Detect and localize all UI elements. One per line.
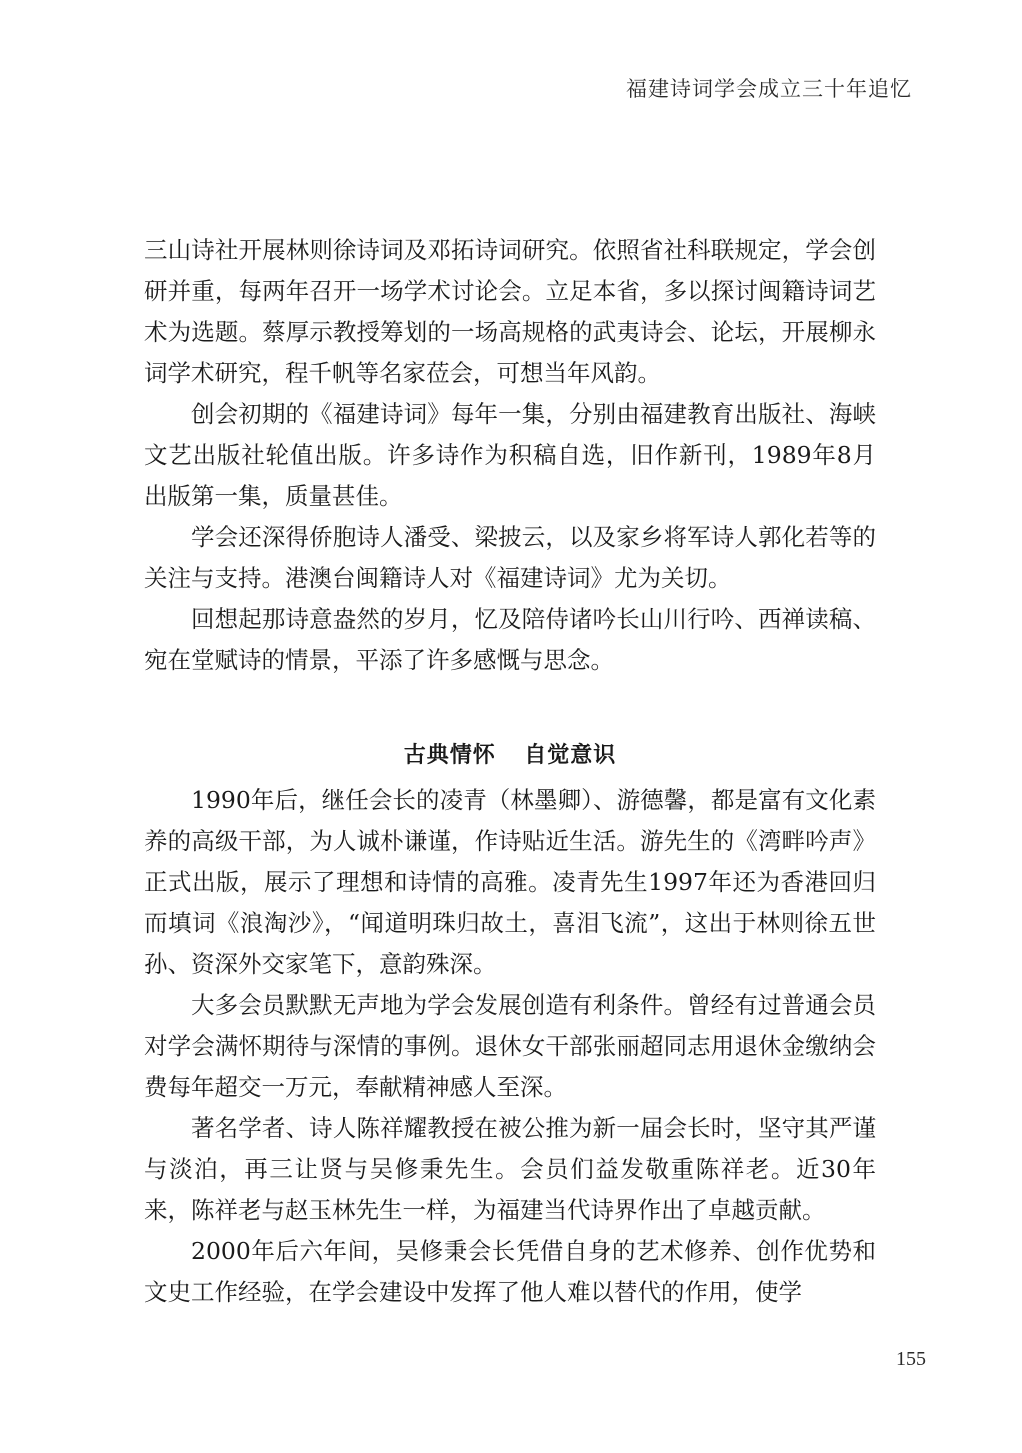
section-heading-part2: 自觉意识	[524, 743, 617, 768]
paragraph: 著名学者、诗人陈祥耀教授在被公推为新一届会长时，坚守其严谨与淡泊，再三让贤与吴修秉先生。会员们益发敬重陈祥老。近30年来，陈祥老与赵玉林先生一样，为福建当代诗界作出了卓越贡献。	[144, 1114, 876, 1224]
paragraph: 2000年后六年间，吴修秉会长凭借自身的艺术修养、创作优势和文史工作经验，在学会建设中发挥了他人难以替代的作用，使学	[144, 1237, 876, 1306]
section-spacer	[144, 681, 876, 712]
paragraph: 三山诗社开展林则徐诗词及邓拓诗词研究。依照省社科联规定，学会创研并重，每两年召开一场学术讨论会。立足本省，多以探讨闽籍诗词艺术为选题。蔡厚示教授筹划的一场高规格的武夷诗会、论坛，开展柳永词学术研究，程千帆等名家莅会，可想当年风韵。	[144, 236, 876, 387]
body-text	[144, 230, 876, 1313]
section-heading	[144, 736, 876, 776]
paragraph: 创会初期的《福建诗词》每年一集，分别由福建教育出版社、海峡文艺出版社轮值出版。许多诗作为积稿自选，旧作新刊，1989年8月出版第一集，质量甚佳。	[144, 400, 876, 510]
page-number: 155	[896, 1348, 926, 1370]
paragraph: 1990年后，继任会长的凌青（林墨卿）、游德馨，都是富有文化素养的高级干部，为人诚朴谦谨，作诗贴近生活。游先生的《湾畔吟声》正式出版，展示了理想和诗情的高雅。凌青先生1997年还为香港回归而填词《浪淘沙》，“闻道明珠归故土，喜泪飞流”，这出于林则徐五世孙、资深外交家笔下，意韵殊深。	[144, 786, 876, 978]
paragraph: 大多会员默默无声地为学会发展创造有利条件。曾经有过普通会员对学会满怀期待与深情的事例。退休女干部张丽超同志用退休金缴纳会费每年超交一万元，奉献精神感人至深。	[144, 991, 876, 1101]
paragraph: 回想起那诗意盎然的岁月，忆及陪侍诸吟长山川行吟、西禅读稿、宛在堂赋诗的情景，平添了许多感慨与思念。	[144, 605, 876, 674]
section-heading-part1: 古典情怀	[403, 743, 496, 768]
paragraph: 学会还深得侨胞诗人潘受、梁披云，以及家乡将军诗人郭化若等的关注与支持。港澳台闽籍诗人对《福建诗词》尤为关切。	[144, 523, 876, 592]
running-header: 福建诗词学会成立三十年追忆	[626, 77, 912, 101]
